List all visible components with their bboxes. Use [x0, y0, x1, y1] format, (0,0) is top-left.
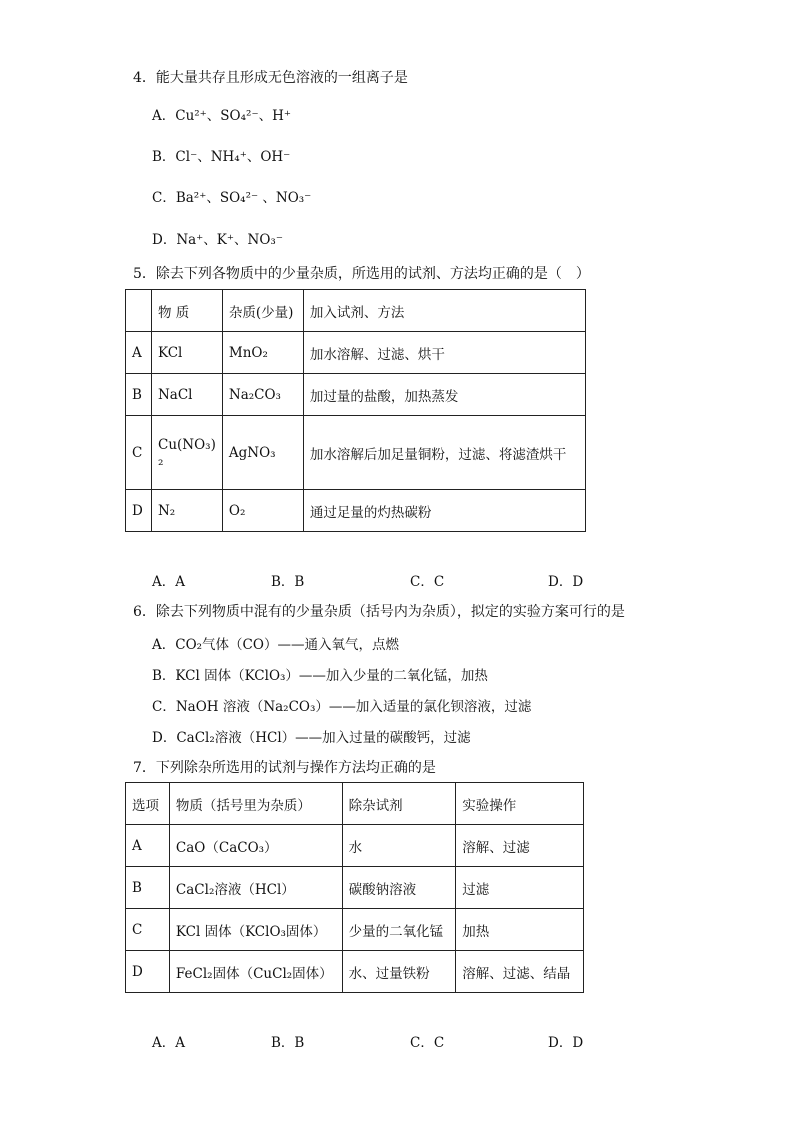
table-cell: 水 [342, 825, 456, 867]
q7-header-cell: 除杂试剂 [342, 783, 456, 825]
q5-header-row [126, 290, 586, 332]
q4-option-c: C．Ba²⁺、SO₄²⁻ 、NO₃⁻ [152, 190, 312, 206]
table-row [126, 867, 584, 909]
table-cell: 溶解、过滤、结晶 [456, 951, 584, 993]
table-row [126, 374, 586, 416]
q7-answer-a: A．A [152, 1035, 185, 1051]
q5-header-cell: 加入试剂、方法 [303, 290, 585, 332]
q5-answer-c: C．C [410, 574, 445, 590]
q7-header-cell: 选项 [126, 783, 170, 825]
q6-stem: 6．除去下列物质中混有的少量杂质（括号内为杂质），拟定的实验方案可行的是 [133, 604, 625, 620]
q5-answer-d: D．D [548, 574, 584, 590]
table-cell: 加过量的盐酸，加热蒸发 [303, 374, 585, 416]
q7-table [125, 782, 584, 993]
q4-option-a: A．Cu²⁺、SO₄²⁻、H⁺ [152, 108, 291, 124]
table-row [126, 332, 586, 374]
q5-header-cell: 杂质(少量) [222, 290, 303, 332]
table-cell: 加水溶解、过滤、烘干 [303, 332, 585, 374]
table-cell: CaCl₂溶液（HCl） [169, 867, 342, 909]
table-cell: N₂ [151, 490, 222, 532]
table-row [126, 825, 584, 867]
table-cell: Na₂CO₃ [222, 374, 303, 416]
q4-option-d: D．Na⁺、K⁺、NO₃⁻ [152, 232, 283, 248]
table-cell: B [126, 374, 152, 416]
table-cell: 少量的二氧化锰 [342, 909, 456, 951]
table-row [126, 951, 584, 993]
q6-option-c: C．NaOH 溶液（Na₂CO₃）——加入适量的氯化钡溶液，过滤 [152, 699, 532, 715]
table-cell: MnO₂ [222, 332, 303, 374]
table-cell: 碳酸钠溶液 [342, 867, 456, 909]
q7-header-row [126, 783, 584, 825]
q5-stem: 5．除去下列各物质中的少量杂质，所选用的试剂、方法均正确的是（ ） [133, 266, 590, 282]
q7-answer-c: C．C [410, 1035, 445, 1051]
table-cell: A [126, 332, 152, 374]
table-cell: 溶解、过滤 [456, 825, 584, 867]
q5-header-cell [126, 290, 152, 332]
q7-stem: 7．下列除杂所选用的试剂与操作方法均正确的是 [133, 760, 436, 776]
table-cell: O₂ [222, 490, 303, 532]
table-cell: CaO（CaCO₃） [169, 825, 342, 867]
q5-table [125, 289, 586, 532]
table-cell: KCl [151, 332, 222, 374]
table-cell: 过滤 [456, 867, 584, 909]
q7-answer-d: D．D [548, 1035, 584, 1051]
q6-option-d: D．CaCl₂溶液（HCl）——加入过量的碳酸钙，过滤 [152, 730, 471, 746]
table-cell: AgNO₃ [222, 416, 303, 490]
q7-header-cell: 实验操作 [456, 783, 584, 825]
table-row [126, 416, 586, 490]
q7-header-cell: 物质（括号里为杂质） [169, 783, 342, 825]
table-cell: B [126, 867, 170, 909]
q5-answer-a: A．A [152, 574, 185, 590]
table-row [126, 490, 586, 532]
table-cell: Cu(NO₃)₂ [151, 416, 222, 490]
q5-answer-b: B．B [271, 574, 305, 590]
q6-option-b: B．KCl 固体（KClO₃）——加入少量的二氧化锰，加热 [152, 668, 488, 684]
table-cell: 通过足量的灼热碳粉 [303, 490, 585, 532]
table-cell: 加热 [456, 909, 584, 951]
q7-answer-b: B．B [271, 1035, 305, 1051]
table-cell: D [126, 951, 170, 993]
q6-option-a: A．CO₂气体（CO）——通入氧气，点燃 [152, 637, 399, 653]
q4-option-b: B．Cl⁻、NH₄⁺、OH⁻ [152, 149, 291, 165]
table-cell: D [126, 490, 152, 532]
table-cell: KCl 固体（KClO₃固体） [169, 909, 342, 951]
table-cell: 加水溶解后加足量铜粉，过滤、将滤渣烘干 [303, 416, 585, 490]
table-row [126, 909, 584, 951]
table-cell: A [126, 825, 170, 867]
table-cell: FeCl₂固体（CuCl₂固体） [169, 951, 342, 993]
table-cell: 水、过量铁粉 [342, 951, 456, 993]
table-cell: C [126, 909, 170, 951]
table-cell: NaCl [151, 374, 222, 416]
q4-stem: 4．能大量共存且形成无色溶液的一组离子是 [133, 70, 408, 86]
table-cell: C [126, 416, 152, 490]
q5-header-cell: 物 质 [151, 290, 222, 332]
